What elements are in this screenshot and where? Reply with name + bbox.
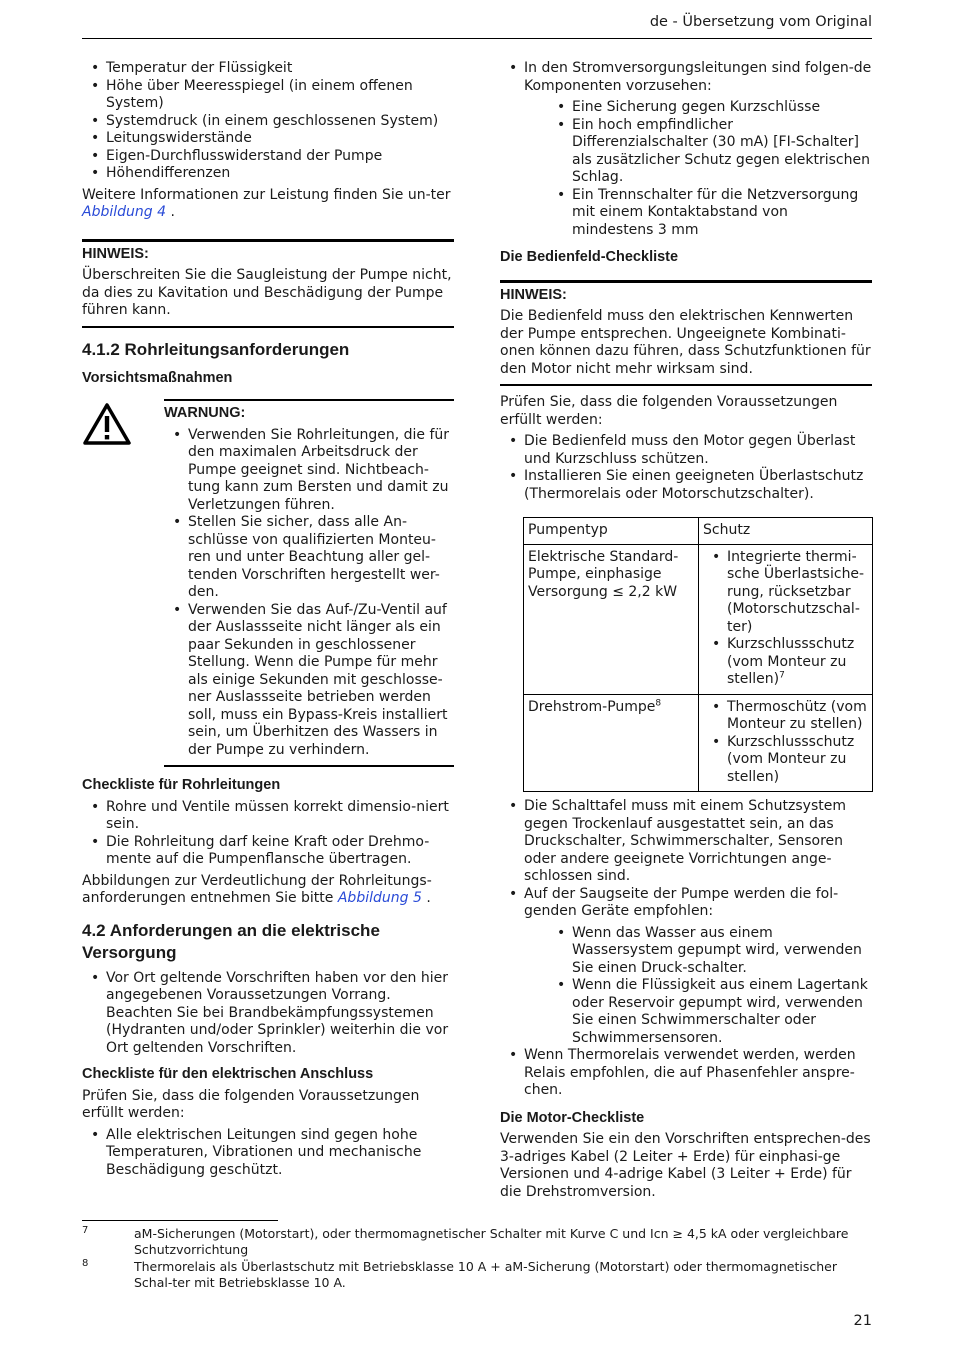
list-item: • Kurzschlussschutz (vom Monteur zu stellen) [703, 734, 868, 787]
protection-table [523, 517, 873, 792]
link-abbildung-5[interactable]: Abbildung 5 [337, 890, 422, 906]
list-item: • Ein hoch empfindlicher Differenzialschalter (30 mA) [FI-Schalter] als zusätzlicher Schutz gegen elektrischen Schlag. [548, 117, 872, 187]
note-text: Überschreiten Sie die Saugleistung der Pumpe nicht, da dies zu Kavitation und Beschädigung der Pumpe führen kann. [82, 267, 452, 318]
abbildung-tail: . [421, 890, 431, 906]
subheading-motor: Die Motor-Checkliste [500, 1109, 645, 1126]
table-cell: Elektrische Standard-Pumpe, einphasige Versorgung ≤ 2,2 kW [524, 544, 699, 694]
list-item [500, 60, 872, 239]
performance-tail: . [166, 204, 175, 220]
performance-text: Weitere Informationen zur Leistung finden Sie un-ter [82, 186, 451, 203]
link-abbildung-4[interactable]: Abbildung 4 [82, 204, 167, 220]
footnote-number: 8 [82, 1258, 89, 1269]
warning-triangle-icon [82, 399, 164, 767]
bedienfeld-list [500, 433, 872, 503]
footnote-text: Thermorelais als Überlastschutz mit Betriebsklasse 10 A + aM-Sicherung (Motorstart) oder thermomagnetischer Schal-ter mit Betriebsklasse 10 A. [134, 1259, 837, 1290]
list-item: • Die Schalttafel muss mit einem Schutzsystem gegen Trockenlauf ausgestattet sein, an das Druckschalter, Schwimmerschalter, Sensoren oder andere geeignete Vorrichtungen ange-schlossen sind. [500, 798, 872, 886]
list-item: • Installieren Sie einen geeigneten Überlastschutz (Thermorelais oder Motorschutzschalter). [500, 468, 872, 503]
table-cell [524, 694, 699, 792]
elektrisch-intro: Prüfen Sie, dass die folgenden Voraussetzungen erfüllt werden: [82, 1087, 420, 1121]
footnote-7 [82, 1226, 872, 1258]
table-header-cell: Pumpentyp [524, 518, 699, 545]
list-item: • Stellen Sie sicher, dass alle An-schlüsse von qualifizierten Monteu-ren und unter Beachtung aller gel-tenden Vorschriften hergestellt wer-den. [164, 514, 454, 602]
list-item: • Ein Trennschalter für die Netzversorgung mit einem Kontaktabstand von mindestens 3 mm [548, 187, 872, 240]
page-number: 21 [853, 1313, 872, 1329]
warning-title: WARNUNG: [164, 405, 246, 421]
warning-block [82, 399, 454, 767]
warning-list [164, 427, 454, 760]
list-item: • Die Bedienfeld muss den Motor gegen Überlast und Kurzschluss schützen. [500, 433, 872, 468]
list-item: • Die Rohrleitung darf keine Kraft oder Drehmo-mente auf die Pumpenflansche übertragen. [82, 834, 454, 869]
list-item: • Vor Ort geltende Vorschriften haben vor den hier angegebenen Voraussetzungen Vorrang. Beachten Sie bei Brandbekämpfungssystemen (Hydranten und/oder Sprinkler) weiterhin die vor Ort geltenden Vorschriften. [82, 970, 454, 1058]
saug-sublist [524, 925, 872, 1048]
list-item: • Rohre und Ventile müssen korrekt dimensio-niert sein. [82, 799, 454, 834]
note-title: HINWEIS: [82, 245, 149, 262]
strom-list [500, 60, 872, 239]
bedienfeld-intro: Prüfen Sie, dass die folgenden Voraussetzungen erfüllt werden: [500, 394, 838, 428]
list-item: • Wenn das Wasser aus einem Wassersystem gepumpt wird, verwenden Sie einen Druck-schalter. [548, 925, 872, 978]
abbildung-text: Abbildungen zur Verdeutlichung der Rohrleitungs-anforderungen entnehmen Sie bitte [82, 872, 432, 906]
list-item: • Verwenden Sie Rohrleitungen, die für den maximalen Arbeitsdruck der Pumpe geeignet sind. Nichtbeach-tung kann zum Bersten und damit zu Verletzungen führen. [164, 427, 454, 515]
list-item [500, 886, 872, 1048]
list-item: • Wenn die Flüssigkeit aus einem Lagertank oder Reservoir gepumpt wird, verwenden Sie einen Schwimmerschalter oder Schwimmersensoren. [548, 977, 872, 1047]
cell-list [703, 549, 868, 689]
sec42-list [82, 970, 454, 1058]
footnote-ref-8[interactable]: 8 [655, 697, 662, 708]
right-column [500, 60, 872, 1201]
list-item: • Höhendifferenzen [82, 165, 454, 183]
section-heading-4-2: 4.2 Anforderungen an die elektrische Versorgung [82, 920, 380, 962]
rohr-checklist [82, 799, 454, 869]
footnote-rule [82, 1220, 278, 1221]
table-cell [699, 694, 873, 792]
page-header: de - Übersetzung vom Original [649, 14, 872, 30]
cell-text: Kurzschlussschutz (vom Monteur zu stellen) [727, 636, 855, 687]
left-column [82, 60, 454, 1179]
table-cell [699, 544, 873, 694]
list-item: • Höhe über Meeresspiegel (in einem offenen System) [82, 78, 454, 113]
note-box-bedienfeld [500, 280, 872, 387]
list-item: • Eigen-Durchflusswiderstand der Pumpe [82, 148, 454, 166]
elektrisch-list [82, 1127, 454, 1180]
cell-text: Drehstrom-Pumpe [528, 698, 656, 715]
cell-list [703, 699, 868, 787]
performance-paragraph [82, 187, 454, 222]
list-item: • Eine Sicherung gegen Kurzschlüsse [548, 99, 872, 117]
list-item: • Wenn Thermorelais verwendet werden, werden Relais empfohlen, die auf Phasenfehler anspre-chen. [500, 1047, 872, 1100]
list-item: • Alle elektrischen Leitungen sind gegen hohe Temperaturen, Vibrationen und mechanische Beschädigung geschützt. [82, 1127, 454, 1180]
table-header-cell: Schutz [699, 518, 873, 545]
header-rule [82, 38, 872, 39]
footnote-text: aM-Sicherungen (Motorstart), oder thermomagnetischer Schalter mit Kurve C und Icn ≥ 4,5 kA oder vergleichbare Schutzvorrichtung [134, 1226, 849, 1257]
warning-content [164, 399, 454, 767]
table-row [524, 544, 873, 694]
subheading-bedienfeld: Die Bedienfeld-Checkliste [500, 249, 679, 265]
footnote-number: 7 [82, 1225, 89, 1236]
list-item: • Verwenden Sie das Auf-/Zu-Ventil auf der Auslassseite nicht länger als ein paar Sekunden in geschlossener Stellung. Wenn die Pumpe für mehr als einige Sekunden mit geschlosse-ner Auslassseite betrieben werden soll, muss ein Bypass-Kreis installiert sein, um Überhitzen des Wassers in der Pumpe zu verhindern. [164, 602, 454, 760]
saug-text: Auf der Saugseite der Pumpe werden die fol-genden Geräte empfohlen: [524, 885, 839, 919]
subheading-vorsichtsmassnahmen: Vorsichtsmaßnahmen [82, 369, 233, 386]
note-text: Die Bedienfeld muss den elektrischen Kennwerten der Pumpe entsprechen. Ungeeignete Kombinati-onen können dazu führen, dass Schutzfunktionen für den Motor nicht mehr wirksam sind. [500, 308, 871, 377]
note-title: HINWEIS: [500, 286, 567, 303]
performance-factors-list [82, 60, 454, 183]
table-header-row [524, 518, 873, 545]
list-item: • Integrierte thermi-sche Überlastsiche-rung, rücksetzbar (Motorschutzschal-ter) [703, 549, 868, 637]
after-table-list [500, 798, 872, 1100]
list-item: • Leitungswiderstände [82, 130, 454, 148]
list-item: • Thermoschütz (vom Monteur zu stellen) [703, 699, 868, 734]
section-heading-4-1-2: 4.1.2 Rohrleitungsanforderungen [82, 339, 350, 359]
strom-sublist [524, 99, 872, 239]
motor-text: Verwenden Sie ein den Vorschriften entsprechen-des 3-adriges Kabel (2 Leiter + Erde) für einphasi-ge Versionen und 4-adrige Kabel (3 Leiter + Erde) für die Drehstromversion. [500, 1131, 871, 1200]
list-item [703, 636, 868, 689]
list-item: • Systemdruck (in einem geschlossenen System) [82, 113, 454, 131]
footnote-ref-7[interactable]: 7 [779, 670, 785, 681]
abbildung-paragraph [82, 873, 454, 908]
list-item: • Temperatur der Flüssigkeit [82, 60, 454, 78]
subheading-checkliste-elektrisch: Checkliste für den elektrischen Anschluss [82, 1066, 374, 1082]
subheading-checkliste-rohrleitungen: Checkliste für Rohrleitungen [82, 777, 281, 793]
footnote-8 [82, 1259, 872, 1291]
table-row [524, 694, 873, 792]
strom-text: In den Stromversorgungsleitungen sind folgen-de Komponenten vorzusehen: [524, 60, 872, 94]
note-box-saugleistung [82, 239, 454, 328]
